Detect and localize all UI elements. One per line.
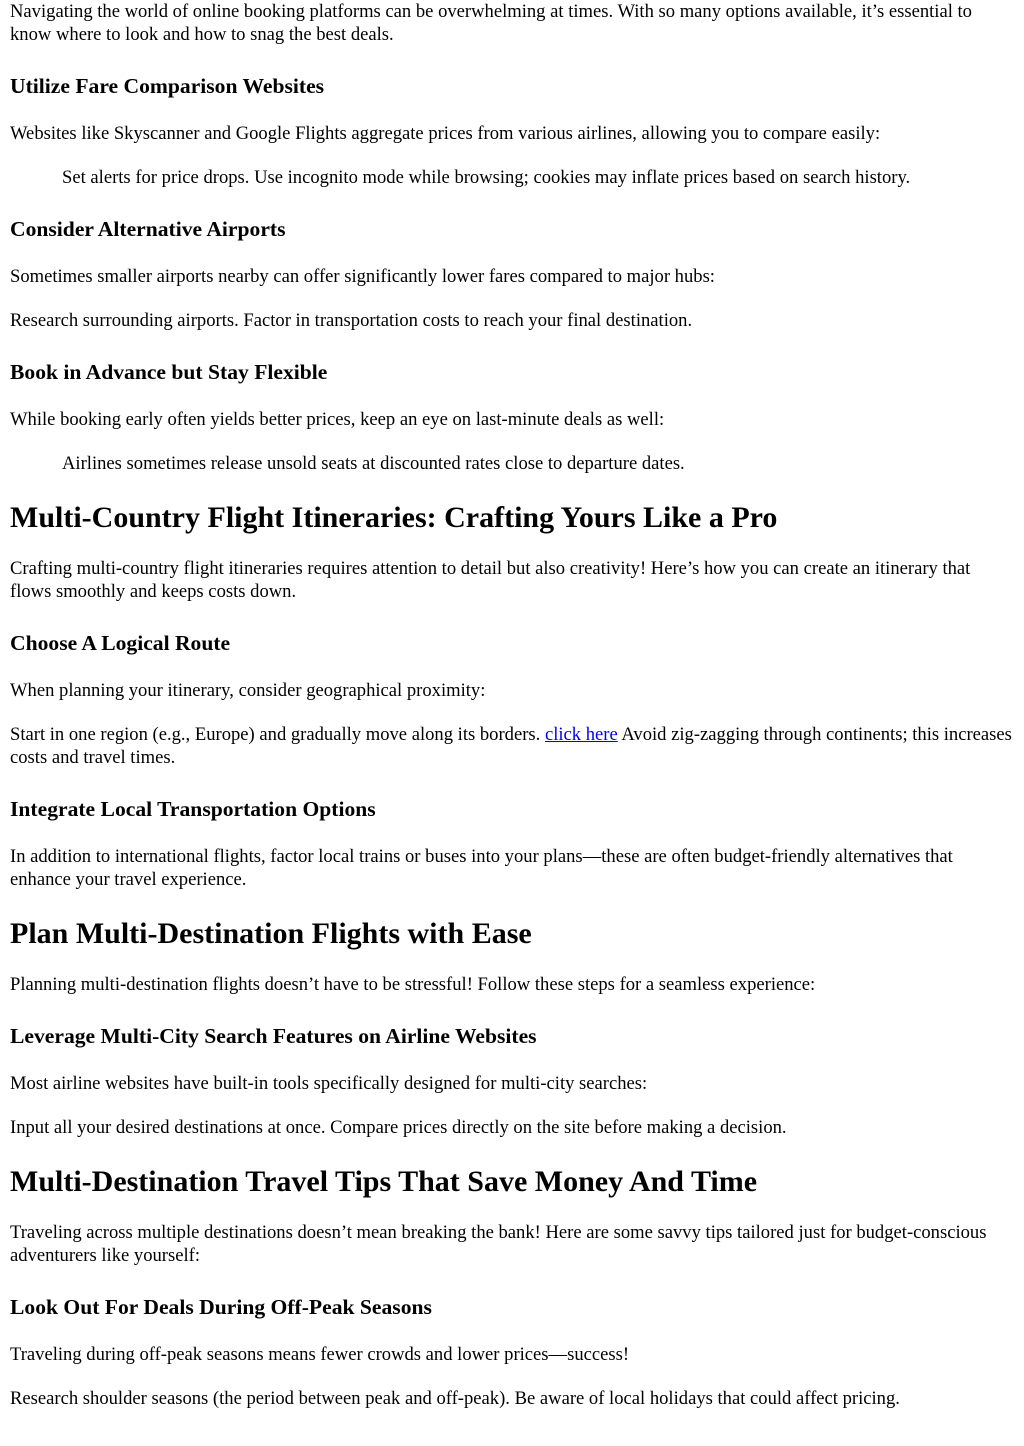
book-in-advance-quote: Airlines sometimes release unsold seats at discounted rates close to departure dates. (62, 453, 685, 474)
intro-paragraph: Navigating the world of online booking platforms can be overwhelming at times. With so many options available, it’s essential to know where to look and how to snag the best deals. (10, 1, 972, 45)
heading-alternative-airports: Consider Alternative Airports (10, 217, 286, 241)
heading-logical-route: Choose A Logical Route (10, 631, 231, 655)
local-transport-paragraph: In addition to international flights, factor local trains or buses into your plans—these are often budget-friendly alternatives that enhance your travel experience. (10, 846, 953, 890)
multi-city-search-paragraph-2: Input all your desired destinations at once. Compare prices directly on the site before making a decision. (10, 1117, 787, 1138)
heading-plan-multi-destination: Plan Multi-Destination Flights with Ease (10, 917, 532, 950)
heading-local-transport: Integrate Local Transportation Options (10, 797, 376, 821)
heading-fare-comparison: Utilize Fare Comparison Websites (10, 74, 325, 98)
heading-multi-country: Multi-Country Flight Itineraries: Crafting Yours Like a Pro (10, 501, 778, 534)
off-peak-paragraph: Traveling during off-peak seasons means fewer crowds and lower prices—success! (10, 1344, 630, 1365)
plan-multi-destination-paragraph: Planning multi-destination flights doesn’t have to be stressful! Follow these steps for a seamless experience: (10, 974, 816, 995)
multi-city-search-paragraph: Most airline websites have built-in tools specifically designed for multi-city searches: (10, 1073, 648, 1094)
logical-route-text-after: Avoid zig-zagging through continents; this increases costs and travel times. (10, 724, 1012, 768)
travel-tips-paragraph: Traveling across multiple destinations doesn’t mean breaking the bank! Here are some savvy tips tailored just for budget-conscious adventurers like yourself: (10, 1222, 987, 1266)
heading-off-peak: Look Out For Deals During Off-Peak Seasons (10, 1295, 432, 1319)
multi-country-paragraph: Crafting multi-country flight itineraries requires attention to detail but also creativity! Here’s how you can create an itinerary that flows smoothly and keeps costs down. (10, 558, 971, 602)
heading-travel-tips: Multi-Destination Travel Tips That Save Money And Time (10, 1165, 758, 1198)
fare-comparison-quote: Set alerts for price drops. Use incognito mode while browsing; cookies may inflate prices based on search history. (62, 167, 911, 188)
off-peak-paragraph-2: Research shoulder seasons (the period between peak and off-peak). Be aware of local holidays that could affect pricing. (10, 1388, 900, 1409)
click-here-link[interactable]: click here (544, 724, 618, 745)
logical-route-paragraph-2 (10, 723, 1014, 769)
fare-comparison-paragraph: Websites like Skyscanner and Google Flights aggregate prices from various airlines, allowing you to compare easily: (10, 123, 881, 144)
heading-multi-city-search: Leverage Multi-City Search Features on Airline Websites (10, 1024, 537, 1048)
book-in-advance-paragraph: While booking early often yields better prices, keep an eye on last-minute deals as well: (10, 409, 665, 430)
logical-route-paragraph: When planning your itinerary, consider geographical proximity: (10, 680, 486, 701)
logical-route-text-before: Start in one region (e.g., Europe) and gradually move along its borders. (10, 724, 545, 745)
alternative-airports-paragraph-2: Research surrounding airports. Factor in transportation costs to reach your final destination. (10, 310, 693, 331)
heading-book-in-advance: Book in Advance but Stay Flexible (10, 360, 328, 384)
alternative-airports-paragraph: Sometimes smaller airports nearby can offer significantly lower fares compared to major hubs: (10, 266, 715, 287)
